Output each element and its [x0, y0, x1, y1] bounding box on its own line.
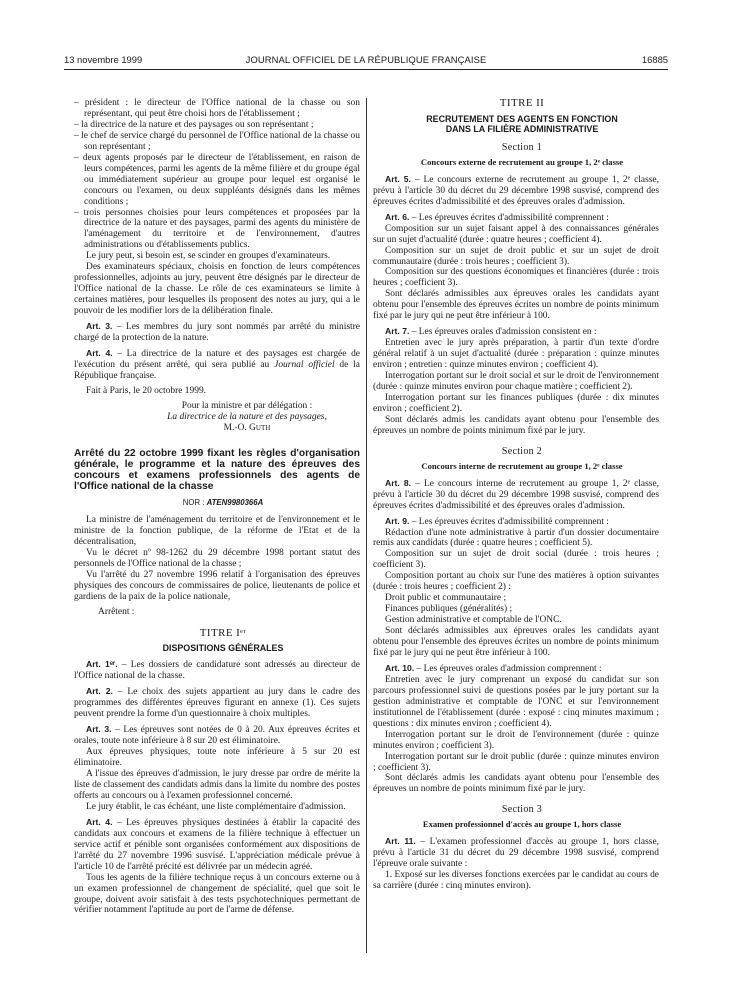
jury-list-item: – président : le directeur de l'Office national de la chasse ou son représentant, qui peut être choisi hors de l'établissement ;: [74, 98, 360, 119]
jury-list-item: – le chef de service chargé du personnel de l'Office national de la chasse ou son représentant ;: [74, 130, 360, 152]
nor-label: NOR :: [182, 498, 207, 508]
fait-a-paris: Fait à Paris, le 20 octobre 1999.: [86, 385, 207, 396]
paragraph: 1. Exposé sur les diverses fonctions exercées par le candidat au cours de sa carrière (durée : cinq minutes environ).: [373, 870, 659, 892]
paragraph: Composition sur un sujet de droit social (durée : trois heures ; coefficient 3).: [373, 549, 659, 571]
article-7: [373, 326, 659, 338]
jury-list-item: – deux agents proposés par le directeur de l'établissement, en raison de leurs compétences, parmi les agents de la même filière et du groupe égal ou immédiatement supérieur au groupe pour lequel est organisé le concours ou l'examen, ou deux suppléants désignés dans les mêmes conditions ;: [74, 152, 360, 207]
paragraph-jury-groups: Le jury peut, si besoin est, se scinder en groupes d'examinateurs.: [86, 251, 331, 262]
section-2-heading: Section 2: [501, 445, 543, 457]
option-item: Finances publiques (généralités) ;: [385, 604, 513, 615]
paragraph: Interrogation portant sur les finances publiques (durée : dix minutes environ ; coefficient 2).: [373, 392, 659, 414]
nor-reference: [74, 498, 360, 509]
header-journal-title: JOURNAL OFFICIEL DE LA RÉPUBLIQUE FRANÇAISE: [245, 54, 487, 65]
paragraph-examinateurs: Des examinateurs spéciaux, choisis en fonction de leurs compétences professionnelles, adjoints au jury, peuvent être désignés par le directeur de l'Office national de la chasse. Le rôle de ces examinateurs se limite à certaines matières, pour lesquelles ils proposent des notes au jury, qui a le pouvoir de les modifier lors de la délibération finale.: [74, 262, 360, 317]
article-3-epreuves: [74, 724, 360, 747]
paragraph: Sont déclarés admis les candidats ayant obtenu pour l'ensemble des épreuves un nombre de points minimum fixé par le jury.: [373, 414, 659, 436]
arrete-title: Arrêté du 22 octobre 1999 fixant les règles d'organisation générale, le programme et la nature des épreuves des concours et examens professionnels des agents de l'Office national de la chasse: [74, 447, 360, 493]
right-column: [373, 98, 659, 892]
section-1-heading: Section 1: [501, 141, 543, 153]
article-11: [373, 836, 659, 870]
article-text: de la République française.: [74, 359, 360, 381]
article-label: Art. 3.: [86, 321, 113, 332]
visa-1: Vu le décret nº 98-1262 du 29 décembre 1998 portant statut des personnels de l'Office national de la chasse ;: [74, 548, 360, 570]
header-rule: [64, 69, 668, 70]
paragraph: Composition sur des questions économiques et financières (durée : trois heures ; coefficient 3).: [373, 267, 659, 289]
arretent: Arrêtent :: [98, 607, 135, 618]
paragraph: Interrogation portant sur le droit de l'environnement (durée : quinze minutes environ ; coefficient 3).: [373, 729, 659, 751]
article-label: Art. 1ᵉʳ.: [86, 659, 118, 670]
paragraph: Sont déclarés admissibles aux épreuves orales les candidats ayant obtenu pour l'ensemble des épreuves écrites un nombre de points minimum fixé par le jury qui ne peut être inférieur à 100.: [373, 626, 659, 658]
signature-role-text: La directrice de la nature et des paysages,: [167, 411, 327, 422]
paragraph: Sont déclarés admis les candidats ayant obtenu pour l'ensemble des épreuves un nombre de points minimum fixé par le jury.: [373, 773, 659, 795]
titre-2-subtitle-1: RECRUTEMENT DES AGENTS EN FONCTION: [426, 113, 618, 124]
paragraph: Sont déclarés admissibles aux épreuves orales les candidats ayant obtenu pour l'ensemble des épreuves écrites un nombre de points minimum fixé par le jury qui ne peut être inférieur à 100.: [373, 289, 659, 322]
jury-list-item: – la directrice de la nature et des paysages ou son représentant ;: [74, 119, 314, 130]
header-date: 13 novembre 1999: [64, 54, 143, 65]
section-3-heading: Section 3: [501, 804, 543, 816]
page-header: [64, 54, 668, 70]
article-4-physiques: [74, 817, 360, 873]
paragraph: Composition portant au choix sur l'une des matières à option suivantes (durée : trois heures ; coefficient 2) :: [373, 571, 659, 593]
titre-2-subtitle-2: DANS LA FILIÈRE ADMINISTRATIVE: [445, 124, 599, 135]
column-divider: [366, 98, 367, 953]
paragraph: Tous les agents de la filière technique reçus à un concours externe ou à un examen professionnel de changement de spécialité, quel que soit le groupe, doivent avoir satisfait à des tests psychotechniques permettant de vérifier notamment l'aptitude au port de l'arme de défense.: [74, 872, 360, 916]
article-2: [74, 686, 360, 720]
paragraph: Le jury établit, le cas échéant, une liste complémentaire d'admission.: [86, 801, 346, 812]
article-text: – Les épreuves orales d'admission comprennent :: [414, 663, 602, 674]
article-label: Art. 5.: [385, 173, 411, 184]
article-label: Art. 10.: [385, 662, 415, 673]
titre-1-subtitle: DISPOSITIONS GÉNÉRALES: [162, 642, 284, 653]
section-1-subtitle: Concours externe de recrutement au groupe 1, 2ᵉ classe: [420, 156, 624, 167]
article-3: [74, 321, 360, 344]
paragraph: Entretien avec le jury après préparation, à partir d'un texte d'ordre général relatif à un sujet d'actualité (durée : préparation : quinze minutes environ ; entretien : quinze minutes environ ; coefficient 4).: [373, 338, 659, 371]
article-label: Art. 4.: [86, 816, 113, 827]
paragraph: Entretien avec le jury comprenant un exposé du candidat sur son parcours professionnel suivi de questions posées par le jury portant sur la gestion administrative et comptable de l'ONC et sur l'environnement institutionnel de l'établissement (durée : exposé : cinq minutes maximum ; questions : dix minutes environ ; coefficient 4).: [373, 674, 659, 729]
article-label: Art. 8.: [385, 477, 412, 488]
article-text: – Les épreuves écrites d'admissibilité comprennent :: [409, 516, 609, 527]
section-2-subtitle: Concours interne de recrutement au groupe 1, 2ᵉ classe: [421, 460, 623, 471]
paragraph: Composition sur un sujet faisant appel à des connaissances générales sur un sujet d'actualité (durée : quatre heures ; coefficient 4).: [373, 223, 659, 245]
preamble: La ministre de l'aménagement du territoire et de l'environnement et le ministre de la fonction publique, de la réforme de l'Etat et de la décentralisation,: [74, 515, 360, 548]
article-label: Art. 6.: [385, 211, 410, 222]
article-text: – Les épreuves sont notées de 0 à 20. Aux épreuves écrites et orales, toute note inférieure à 8 sur 20 est éliminatoire.: [74, 725, 361, 747]
left-column: [74, 98, 360, 916]
paragraph: Composition sur un sujet de droit public et sur un sujet de droit communautaire (durée : trois heures ; coefficient 3).: [373, 245, 659, 267]
article-text: – Les épreuves physiques destinées à établir la capacité des candidats aux concours et examens de la filière technique à effectuer un service actif et pénible sont organisées conformément aux dispositions de l'arrêté du 27 novembre 1996 susvisé. L'appréciation médicale prévue à l'article 10 de l'arrêté précité est délivrée par un médecin agréé.: [74, 817, 360, 872]
article-label: Art. 4.: [86, 347, 113, 358]
article-label: Art. 3.: [86, 724, 112, 735]
article-4: [74, 348, 360, 382]
signature-role: [74, 412, 360, 423]
nor-code: ATEN9980366A: [206, 498, 264, 508]
article-text: – La directrice de la nature et des paysages est chargée de l'exécution du présent arrêté, qui sera publié au: [74, 348, 360, 370]
jury-list-item: – trois personnes choisies pour leurs compétences et proposées par la directrice de la nature et des paysages, parmi des agents du ministère de l'aménagement du territoire et de l'environnement, d'autres administrations ou d'établissements publics.: [74, 207, 360, 251]
article-9: [373, 516, 659, 528]
option-item: Droit public et communautaire ;: [385, 593, 507, 604]
article-label: Art. 7.: [385, 326, 410, 337]
article-8: [373, 478, 659, 512]
journal-officiel-italic: Journal officiel: [274, 359, 335, 370]
article-text: – Les épreuves orales d'admission consistent en :: [409, 327, 597, 338]
paragraph: Interrogation portant sur le droit social et sur le droit de l'environnement (durée : quinze minutes environ pour chaque matière ; coefficient 2).: [373, 371, 659, 393]
article-text: – Les membres du jury sont nommés par arrêté du ministre chargé de la protection de la nature.: [74, 322, 361, 344]
paragraph: Interrogation portant sur le droit public (durée : quinze minutes environ ; coefficient 3).: [373, 751, 659, 773]
article-text: – Le concours interne de recrutement au groupe 1, 2ᵉ classe, prévu à l'article 30 du décret du 29 décembre 1998 susvisé, comprend des épreuves écrites d'admissibilité et des épreuves orales d'admission.: [373, 478, 660, 511]
signature-name: M.-O. Guth: [223, 422, 271, 433]
article-label: Art. 2.: [86, 686, 113, 697]
article-label: Art. 9.: [385, 515, 410, 526]
paragraph: Rédaction d'une note administrative à partir d'un dossier documentaire remis aux candidats (durée : quatre heures ; coefficient 5).: [373, 527, 659, 549]
article-text: – Le concours externe de recrutement au groupe 1, 2ᵉ classe, prévu à l'article 30 du décret du 29 décembre 1998 susvisé, comprend des épreuves écrites d'admissibilité et des épreuves orales d'admission.: [373, 174, 659, 207]
article-text: – Les épreuves écrites d'admissibilité comprennent :: [409, 212, 609, 223]
article-text: – L'examen professionnel d'accès au groupe 1, hors classe, prévu à l'article 31 du décret du 29 décembre 1998 susvisé, comprend l'épreuve orale suivante :: [373, 837, 660, 870]
article-6: [373, 212, 659, 224]
article-1: [74, 659, 360, 682]
titre-1: TITRE Iᵉʳ: [199, 626, 247, 639]
article-5: [373, 174, 659, 208]
option-item: Gestion administrative et comptable de l'ONC.: [385, 615, 562, 626]
article-10: [373, 663, 659, 675]
header-page-number: 16885: [641, 54, 668, 65]
article-text: – Les dossiers de candidature sont adressés au directeur de l'Office national de la chasse.: [74, 660, 360, 682]
paragraph: A l'issue des épreuves d'admission, le jury dresse par ordre de mérite la liste de classement des candidats admis dans la limite du nombre des postes offerts au concours ou à l'examen professionnel concerné.: [74, 769, 360, 801]
article-text: – Le choix des sujets appartient au jury dans le cadre des programmes des différentes épreuves figurant en annexe (1). Ces sujets peuvent prendre la forme d'un questionnaire à choix multiples.: [74, 687, 360, 720]
article-label: Art. 11.: [385, 836, 416, 847]
visa-2: Vu l'arrêté du 27 novembre 1996 relatif à l'organisation des épreuves physiques des concours de commissaires de police, lieutenants de police et gardiens de la paix de la police nationale,: [74, 570, 360, 603]
titre-2: TITRE II: [499, 97, 545, 109]
section-3-subtitle: Examen professionnel d'accès au groupe 1, hors classe: [422, 819, 622, 830]
paragraph: Aux épreuves physiques, toute note inférieure à 5 sur 20 est éliminatoire.: [74, 747, 360, 769]
signature-line: Pour la ministre et par délégation :: [181, 400, 313, 411]
